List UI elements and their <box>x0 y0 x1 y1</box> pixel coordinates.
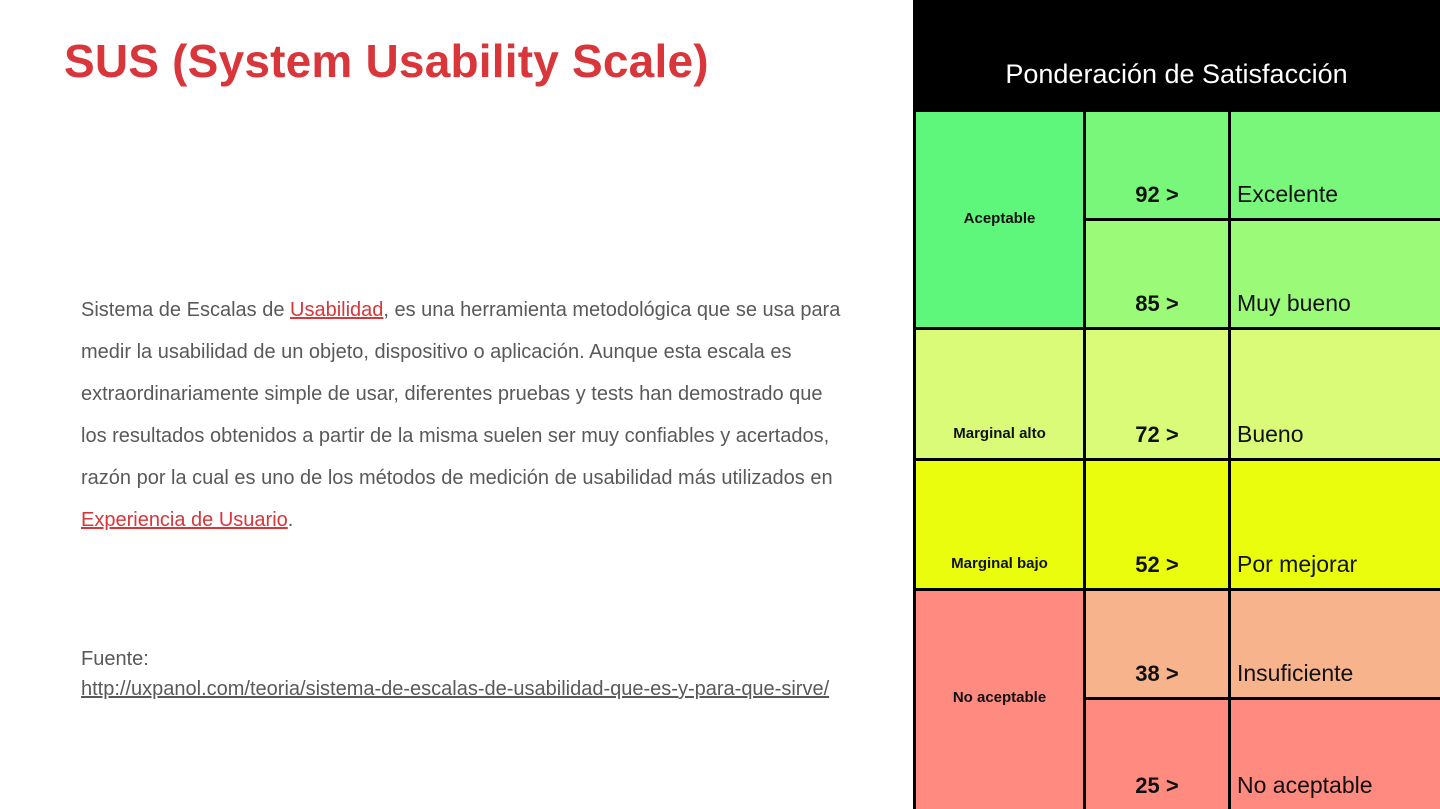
score-cell: 52 > <box>1086 461 1228 588</box>
category-marginal-alto <box>916 330 1083 458</box>
score-cell: 38 > <box>1086 591 1228 697</box>
category-label: Marginal alto <box>953 425 1046 442</box>
description <box>81 289 841 541</box>
description-text-2: , es una herramienta metodológica que se usa para medir la usabilidad de un objeto, dispositivo o aplicación. Aunque esta escala es extraordinariamente simple de usar, diferentes pruebas y tests han demostrado que los resultados obtenidos a partir de la misma suelen ser muy confiables y acertados, razón por la cual es uno de los métodos de medición de usabilidad más utilizados en <box>81 299 841 489</box>
score-cell: 85 > <box>1086 221 1228 327</box>
score-cell: 92 > <box>1086 112 1228 218</box>
rating-label: No aceptable <box>1231 700 1440 809</box>
category-label: Marginal bajo <box>951 555 1048 572</box>
rating-label: Por mejorar <box>1231 461 1440 588</box>
experiencia-usuario-link[interactable]: Experiencia de Usuario <box>81 509 288 531</box>
usabilidad-link[interactable]: Usabilidad <box>290 299 384 321</box>
page-title: SUS (System Usability Scale) <box>64 35 709 87</box>
source-block <box>81 644 841 704</box>
table-header: Ponderación de Satisfacción <box>1005 58 1348 89</box>
category-no-aceptable <box>916 591 1083 809</box>
rating-label: Muy bueno <box>1231 221 1440 327</box>
description-text-1: Sistema de Escalas de <box>81 299 290 321</box>
rating-label: Excelente <box>1231 112 1440 218</box>
source-label: Fuente: <box>81 648 149 670</box>
category-label: Aceptable <box>963 210 1036 227</box>
category-marginal-bajo <box>916 461 1083 588</box>
satisfaction-table <box>913 0 1440 809</box>
category-label: No aceptable <box>952 689 1047 706</box>
rating-label: Bueno <box>1231 330 1440 458</box>
score-cell: 25 > <box>1086 700 1228 809</box>
category-aceptable <box>916 112 1083 327</box>
rating-label: Insuficiente <box>1231 591 1440 697</box>
source-link[interactable]: http://uxpanol.com/teoria/sistema-de-escalas-de-usabilidad-que-es-y-para-que-sirve/ <box>81 678 830 700</box>
score-cell: 72 > <box>1086 330 1228 458</box>
description-text-3: . <box>287 509 294 531</box>
